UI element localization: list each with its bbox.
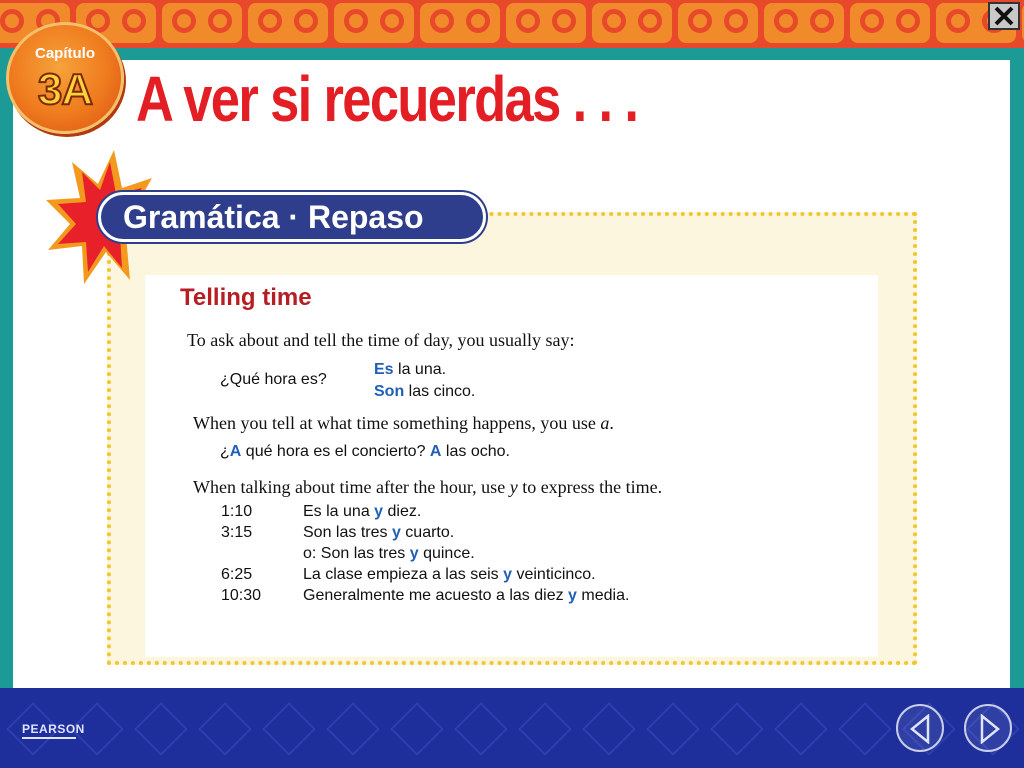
time-sentence: Son las tres y cuarto. bbox=[303, 524, 455, 541]
decorative-header-band bbox=[0, 0, 1024, 48]
time-sentence: Generalmente me acuesto a las diez y media. bbox=[303, 587, 630, 604]
question-text: ¿Qué hora es? bbox=[220, 371, 327, 388]
chapter-badge bbox=[6, 22, 124, 134]
chapter-label: Capítulo bbox=[35, 45, 95, 62]
previous-button[interactable] bbox=[896, 704, 944, 752]
time-sentence: La clase empieza a las seis y veinticinco. bbox=[303, 566, 596, 583]
close-button[interactable] bbox=[988, 2, 1020, 30]
intro-text: To ask about and tell the time of day, you usually say: bbox=[187, 330, 575, 350]
pattern-row bbox=[0, 3, 1024, 43]
rule-3-text: When talking about time after the hour, use y to express the time. bbox=[193, 477, 663, 497]
chevron-left-icon bbox=[908, 714, 934, 744]
time-value: 3:15 bbox=[221, 524, 253, 541]
answer-1: Es la una. bbox=[374, 361, 447, 378]
page-title: A ver si recuerdas . . . bbox=[136, 63, 638, 135]
time-value: 6:25 bbox=[221, 566, 253, 583]
answer-2: Son las cinco. bbox=[374, 383, 476, 400]
time-sentence: Es la una y diez. bbox=[303, 503, 422, 520]
lesson-subtitle: Telling time bbox=[180, 284, 312, 311]
section-title: Gramática · Repaso bbox=[123, 199, 424, 235]
section-header bbox=[98, 192, 486, 242]
next-button[interactable] bbox=[964, 704, 1012, 752]
time-sentence: o: Son las tres y quince. bbox=[303, 545, 475, 562]
publisher-logo: PEARSON bbox=[22, 722, 85, 736]
logo-underline bbox=[22, 737, 76, 739]
decorative-pattern bbox=[0, 696, 1024, 760]
bottom-navigation-bar bbox=[0, 688, 1024, 768]
example-sentence: ¿A qué hora es el concierto? A las ocho. bbox=[220, 443, 510, 460]
close-icon bbox=[994, 6, 1014, 26]
time-value: 1:10 bbox=[221, 503, 253, 520]
chevron-right-icon bbox=[976, 714, 1002, 744]
chapter-number: 3A bbox=[37, 65, 93, 114]
rule-2-text: When you tell at what time something happens, you use a. bbox=[193, 413, 614, 433]
time-value: 10:30 bbox=[221, 587, 262, 604]
